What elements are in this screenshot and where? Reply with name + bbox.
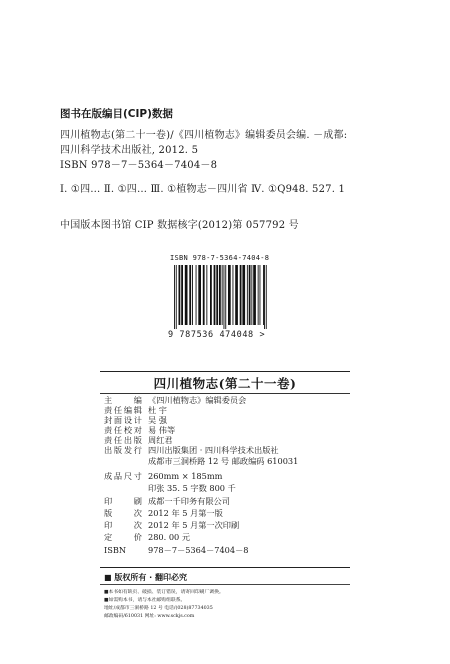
info-label: 印 次 xyxy=(104,520,142,530)
barcode-bar xyxy=(225,265,226,329)
barcode-isbn-text: ISBN 978-7-5364-7404-8 xyxy=(170,254,270,262)
info-value: 周红君 xyxy=(148,435,173,445)
barcode-bar xyxy=(264,265,265,329)
barcode-bar xyxy=(228,265,231,325)
barcode-bar xyxy=(240,265,242,325)
barcode-bar xyxy=(192,265,193,325)
info-label: 版 次 xyxy=(104,508,142,518)
info-value: 978－7－5364－7404－8 xyxy=(148,545,249,555)
info-value: 《四川植物志》编辑委员会 xyxy=(148,395,247,405)
notice-line: 邮政编码/610031 网址: www.sckjs.com xyxy=(104,614,195,619)
barcode-bar xyxy=(214,265,216,325)
info-label: 成品尺寸 xyxy=(104,471,142,481)
barcode-bar xyxy=(189,265,191,325)
info-row xyxy=(104,446,279,455)
info-row xyxy=(104,416,167,425)
isbn-barcode xyxy=(168,254,280,341)
info-value: 2012 年 5 月第一版 xyxy=(148,508,223,518)
barcode-bars xyxy=(172,265,272,331)
barcode-bar xyxy=(176,265,177,329)
info-value: 成都市三洞桥路 12 号 邮政编码 610031 xyxy=(148,456,299,466)
info-row xyxy=(104,457,298,466)
rights-bottom-rule xyxy=(100,584,350,585)
barcode-bar xyxy=(253,265,256,325)
info-value: 260mm × 185mm xyxy=(148,471,223,481)
title-top-rule xyxy=(100,371,350,372)
info-label: ISBN xyxy=(104,545,127,555)
info-label: 责任编辑 xyxy=(104,405,142,415)
barcode-bar xyxy=(216,265,218,325)
barcode-bar xyxy=(263,265,264,325)
barcode-bar xyxy=(224,265,225,329)
barcode-bar xyxy=(206,265,207,325)
barcode-bar xyxy=(174,265,175,329)
barcode-bar xyxy=(181,265,183,325)
info-value: 印张 35. 5 字数 800 千 xyxy=(148,483,236,493)
title-bottom-rule xyxy=(100,393,350,394)
barcode-bar xyxy=(222,265,223,325)
barcode-bar xyxy=(242,265,245,325)
info-row xyxy=(104,497,230,506)
notice-line: 地址/成都市三洞桥路 12 号 电话/(028)87734035 xyxy=(104,606,213,611)
rights-notice: ■ 版权所有 · 翻印必究 xyxy=(104,573,187,582)
info-value: 2012 年 5 月第一次印刷 xyxy=(148,520,240,530)
info-row xyxy=(104,472,222,481)
cip-line-publisher: 四川科学技术出版社, 2012. 5 xyxy=(60,145,199,156)
info-label: 主 编 xyxy=(104,395,142,405)
info-value: 吴 强 xyxy=(148,415,167,425)
cip-line-classification: Ⅰ. ①四… Ⅱ. ①四… Ⅲ. ①植物志－四川省 Ⅳ. ①Q948. 527. 1 xyxy=(60,184,346,195)
info-row xyxy=(104,406,167,415)
barcode-bar xyxy=(210,265,212,325)
barcode-bar xyxy=(258,265,259,325)
info-label: 定 价 xyxy=(104,532,142,542)
info-row xyxy=(104,396,246,405)
barcode-bar xyxy=(260,265,261,325)
info-label: 责任校对 xyxy=(104,425,142,435)
barcode-bar xyxy=(185,265,188,325)
barcode-bar xyxy=(196,265,197,325)
barcode-bar xyxy=(251,265,252,325)
barcode-bar xyxy=(203,265,205,325)
info-row xyxy=(104,436,173,445)
barcode-bar xyxy=(266,265,267,329)
info-value: 成都一千印务有限公司 xyxy=(148,496,230,506)
info-row xyxy=(104,546,248,555)
info-value: 四川出版集团 · 四川科学技术出版社 xyxy=(148,445,279,455)
barcode-bar xyxy=(247,265,248,325)
barcode-bar xyxy=(219,265,221,325)
barcode-bar xyxy=(179,265,181,325)
info-value: 杜 宇 xyxy=(148,405,167,415)
info-value: 易 伟等 xyxy=(148,425,176,435)
notice-line: ■本书如有缺页、破损、装订错误，请寄回印刷厂调换。 xyxy=(104,590,224,595)
info-row xyxy=(104,533,190,542)
cip-line-title: 四川植物志(第二十一卷)/《四川植物志》编辑委员会编. －成都: xyxy=(60,130,348,141)
info-label: 印 刷 xyxy=(104,496,142,506)
info-row xyxy=(104,484,236,493)
barcode-bar xyxy=(249,265,251,325)
info-row xyxy=(104,426,175,435)
cip-heading: 图书在版编目(CIP)数据 xyxy=(60,108,173,120)
barcode-bar xyxy=(235,265,238,325)
cip-line-isbn: ISBN 978－7－5364－7404－8 xyxy=(60,160,218,171)
barcode-digits: 9 787536 474048 > xyxy=(168,330,266,340)
info-row xyxy=(104,521,239,530)
info-label: 封面设计 xyxy=(104,415,142,425)
info-row xyxy=(104,509,223,518)
rights-top-rule xyxy=(100,567,350,568)
notice-line: ■如需购本书，请与本社邮购组联系。 xyxy=(104,598,186,603)
info-label: 出版发行 xyxy=(104,445,142,455)
info-value: 280. 00 元 xyxy=(148,532,191,542)
barcode-bar xyxy=(198,265,201,325)
cip-line-record-number: 中国版本图书馆 CIP 数据核字(2012)第 057792 号 xyxy=(60,220,299,231)
book-title: 四川植物志(第二十一卷) xyxy=(153,376,297,391)
barcode-bar xyxy=(233,265,234,325)
info-label: 责任出版 xyxy=(104,435,142,445)
